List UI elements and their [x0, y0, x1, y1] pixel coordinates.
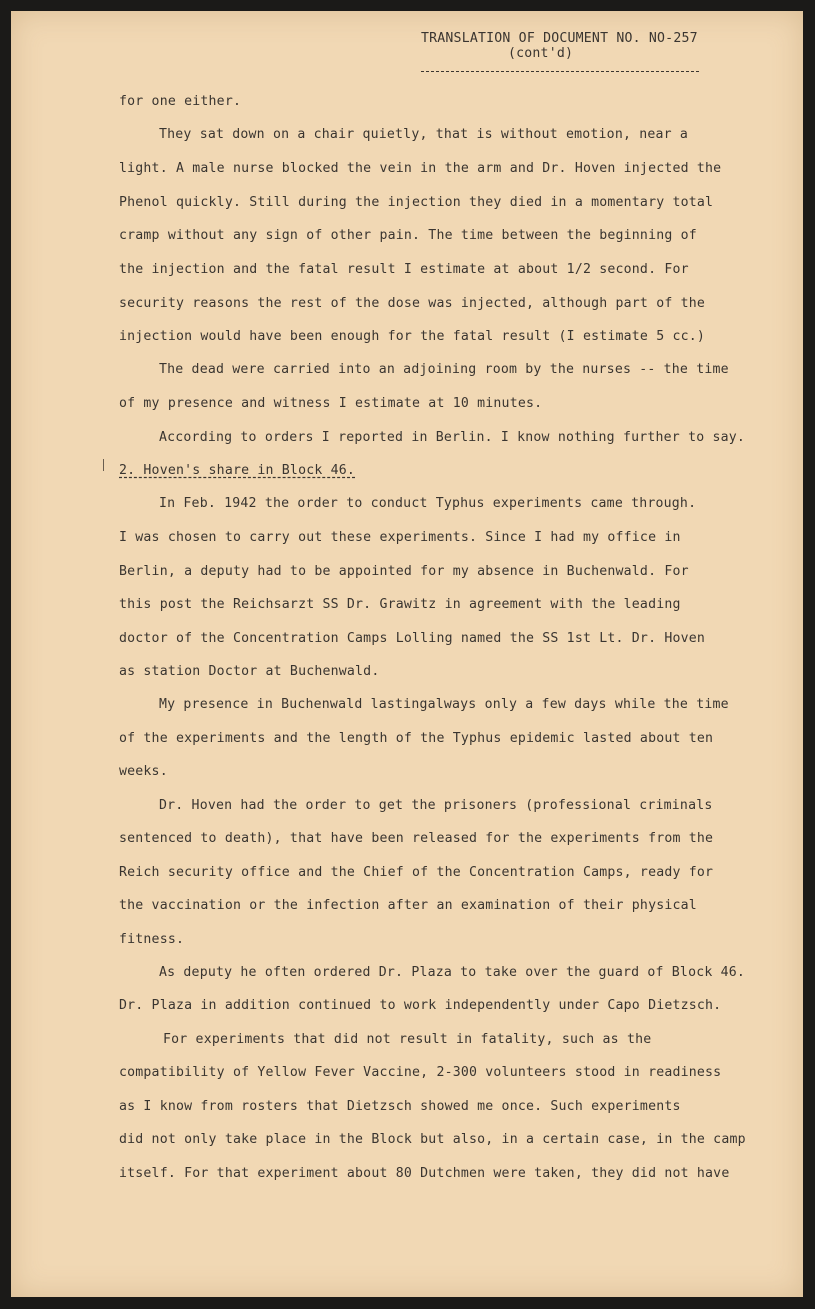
text-line: did not only take place in the Block but also, in a certain case, in the camp: [119, 1132, 746, 1147]
text-line: fitness.: [119, 932, 185, 947]
text-line: itself. For that experiment about 80 Dutchmen were taken, they did not have: [119, 1166, 730, 1181]
text-line: Reich security office and the Chief of the Concentration Camps, ready for: [119, 865, 714, 880]
text-line: cramp without any sign of other pain. The time between the beginning of: [119, 228, 697, 243]
text-line: security reasons the rest of the dose was injected, although part of the: [119, 296, 706, 311]
margin-mark: [103, 459, 104, 471]
text-line: Dr. Hoven had the order to get the prisoners (professional criminals: [159, 798, 713, 813]
text-line: injection would have been enough for the fatal result (I estimate 5 cc.): [119, 329, 706, 344]
text-line: as station Doctor at Buchenwald.: [119, 664, 380, 679]
text-line: the injection and the fatal result I estimate at about 1/2 second. For: [119, 262, 689, 277]
document-page: [11, 11, 803, 1297]
text-line: The dead were carried into an adjoining room by the nurses -- the time: [159, 362, 729, 377]
text-line: As deputy he often ordered Dr. Plaza to take over the guard of Block 46.: [159, 965, 746, 980]
text-line: Berlin, a deputy had to be appointed for my absence in Buchenwald. For: [119, 564, 689, 579]
text-line: the vaccination or the infection after an examination of their physical: [119, 898, 697, 913]
text-line: My presence in Buchenwald lastingalways only a few days while the time: [159, 697, 729, 712]
text-line: compatibility of Yellow Fever Vaccine, 2-300 volunteers stood in readiness: [119, 1065, 722, 1080]
text-line: of my presence and witness I estimate at 10 minutes.: [119, 396, 543, 411]
text-line: Phenol quickly. Still during the injection they died in a momentary total: [119, 195, 714, 210]
text-line: weeks.: [119, 764, 168, 779]
text-line: as I know from rosters that Dietzsch showed me once. Such experiments: [119, 1099, 681, 1114]
header-rule: [421, 71, 699, 72]
text-line: this post the Reichsarzt SS Dr. Grawitz in agreement with the leading: [119, 597, 681, 612]
text-line: sentenced to death), that have been released for the experiments from the: [119, 831, 714, 846]
text-line: light. A male nurse blocked the vein in the arm and Dr. Hoven injected the: [119, 161, 722, 176]
text-line: They sat down on a chair quietly, that is without emotion, near a: [159, 127, 689, 142]
text-line: of the experiments and the length of the Typhus epidemic lasted about ten: [119, 731, 714, 746]
text-line: for one either.: [119, 94, 242, 109]
section-heading: 2. Hoven's share in Block 46.: [119, 463, 356, 478]
text-line: In Feb. 1942 the order to conduct Typhus experiments came through.: [159, 496, 697, 511]
text-line: doctor of the Concentration Camps Lolling named the SS 1st Lt. Dr. Hoven: [119, 631, 706, 646]
text-line: Dr. Plaza in addition continued to work independently under Capo Dietzsch.: [119, 998, 722, 1013]
text-line: For experiments that did not result in fatality, such as the: [163, 1032, 652, 1047]
document-title: TRANSLATION OF DOCUMENT NO. NO-257: [421, 31, 698, 46]
document-subtitle: (cont'd): [508, 46, 574, 61]
text-line: I was chosen to carry out these experiments. Since I had my office in: [119, 530, 681, 545]
text-line: According to orders I reported in Berlin. I know nothing further to say.: [159, 430, 746, 445]
